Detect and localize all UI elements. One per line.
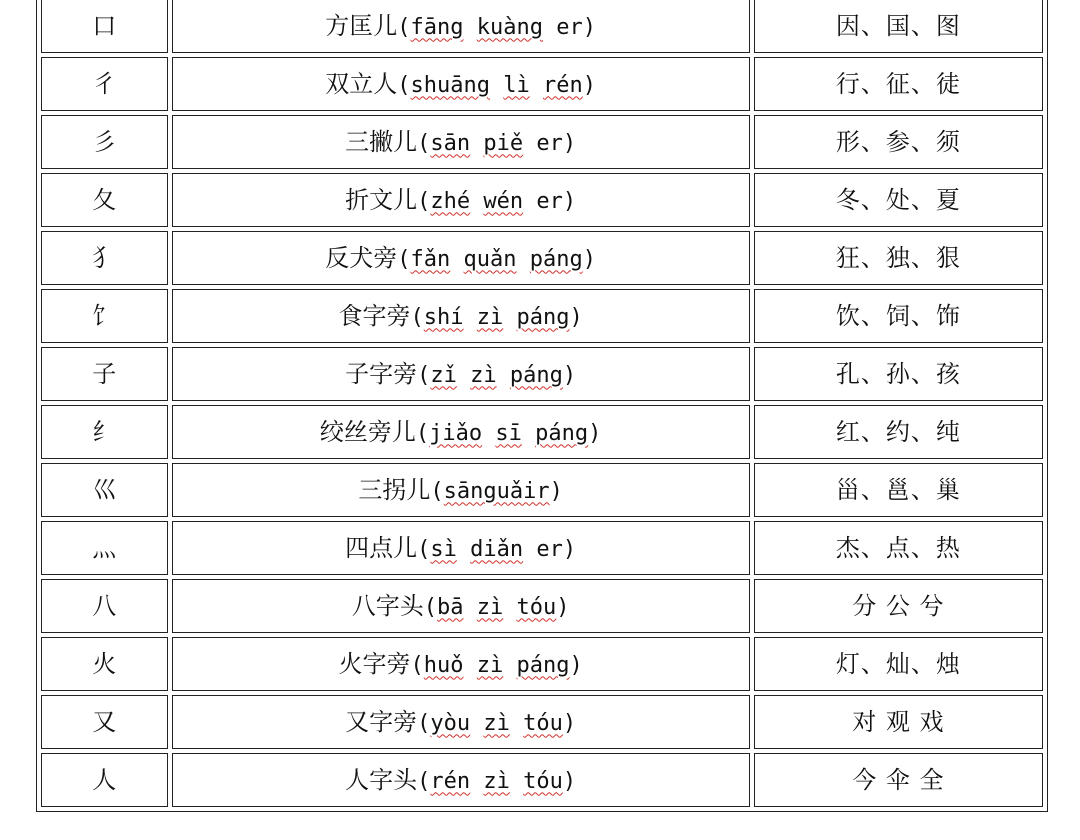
radical-name-cell [172, 231, 750, 285]
radical-pinyin: (fǎn quǎn páng) [397, 246, 597, 272]
radical-name-cell [172, 463, 750, 517]
example-characters-cell: 狂、独、狠 [754, 231, 1043, 285]
radical-pinyin: (shuāng lì rén) [397, 72, 597, 98]
pinyin-syllable: jiǎo [429, 420, 483, 446]
pinyin-syllable: zhé [430, 188, 471, 214]
table-row [41, 347, 1043, 401]
radical-pinyin: (fāng kuàng er) [397, 14, 597, 40]
table-row [41, 579, 1043, 633]
example-characters-cell: 今 伞 全 [754, 753, 1043, 807]
radical-name: 又字旁 [345, 707, 418, 736]
radical-name-cell [172, 579, 750, 633]
radical-pinyin: (huǒ zì páng) [410, 652, 583, 678]
example-characters-cell: 形、参、须 [754, 115, 1043, 169]
radical-name-cell [172, 0, 750, 53]
pinyin-syllable: zì [476, 304, 504, 330]
radical-name: 食字旁 [338, 301, 411, 330]
example-characters-cell: 红、约、纯 [754, 405, 1043, 459]
radical-name: 反犬旁 [325, 243, 398, 272]
radical-cell: 夂 [41, 173, 168, 227]
pinyin-syllable: páng [529, 246, 583, 272]
radical-name-cell [172, 173, 750, 227]
pinyin-syllable: diǎn [470, 536, 524, 562]
pinyin-syllable: fāng [410, 14, 464, 40]
pinyin-syllable: zì [476, 594, 504, 620]
table-row [41, 463, 1043, 517]
pinyin-syllable: sī [495, 420, 522, 446]
pinyin-syllable: lì [503, 72, 530, 98]
pinyin-syllable: páng [509, 362, 563, 388]
pinyin-syllable: wén [483, 188, 524, 214]
table-row [41, 289, 1043, 343]
example-characters-cell: 分 公 兮 [754, 579, 1043, 633]
radical-table-body [41, 0, 1043, 807]
table-row [41, 115, 1043, 169]
pinyin-syllable: yòu [430, 710, 471, 736]
radical-name: 双立人 [325, 69, 398, 98]
radical-cell: 人 [41, 753, 168, 807]
table-row [41, 637, 1043, 691]
radical-name-cell [172, 695, 750, 749]
example-characters-cell: 杰、点、热 [754, 521, 1043, 575]
pinyin-syllable: tóu [523, 768, 563, 794]
table-row [41, 57, 1043, 111]
radical-name: 三撇儿 [345, 127, 418, 156]
pinyin-syllable: páng [516, 652, 570, 678]
example-characters-cell: 对 观 戏 [754, 695, 1043, 749]
pinyin-syllable: tóu [523, 710, 563, 736]
radical-pinyin: (jiǎo sī páng) [415, 420, 602, 446]
radical-cell: 巛 [41, 463, 168, 517]
pinyin-syllable: rén [543, 72, 583, 98]
example-characters-cell: 冬、处、夏 [754, 173, 1043, 227]
pinyin-syllable: er [536, 188, 563, 214]
pinyin-syllable: sān [430, 130, 471, 156]
radical-name: 四点儿 [345, 533, 418, 562]
pinyin-syllable: quǎn [463, 246, 517, 272]
pinyin-syllable: shuāng [410, 72, 491, 98]
radical-name-cell [172, 753, 750, 807]
radical-pinyin: (sānguǎir) [430, 478, 563, 504]
pinyin-syllable: zì [483, 768, 510, 794]
pinyin-syllable: rén [430, 768, 471, 794]
radical-pinyin: (zhé wén er) [417, 188, 577, 214]
table-row [41, 173, 1043, 227]
radical-name: 三拐儿 [358, 475, 431, 504]
radical-name: 折文儿 [345, 185, 418, 214]
pinyin-syllable: er [556, 14, 583, 40]
pinyin-syllable: zì [483, 710, 510, 736]
radical-name-cell [172, 57, 750, 111]
pinyin-syllable: zǐ [430, 362, 457, 388]
pinyin-syllable: páng [516, 304, 570, 330]
radical-cell: 彳 [41, 57, 168, 111]
radical-name-cell [172, 115, 750, 169]
radical-cell: 纟 [41, 405, 168, 459]
table-row [41, 405, 1043, 459]
table-row [41, 521, 1043, 575]
radical-name: 八字头 [351, 591, 424, 620]
radical-table-container [36, 0, 1048, 812]
example-characters-cell: 饮、饲、饰 [754, 289, 1043, 343]
radical-name-cell [172, 405, 750, 459]
radical-name-cell [172, 637, 750, 691]
radical-cell: 饣 [41, 289, 168, 343]
radical-pinyin: (bā zì tóu) [423, 594, 570, 620]
pinyin-syllable: er [536, 130, 563, 156]
radical-name: 绞丝旁儿 [319, 417, 416, 446]
radical-pinyin: (rén zì tóu) [417, 768, 577, 794]
example-characters-cell: 灯、灿、烛 [754, 637, 1043, 691]
table-row [41, 695, 1043, 749]
radical-pinyin: (shí zì páng) [410, 304, 583, 330]
pinyin-syllable: zì [476, 652, 504, 678]
radical-cell: 子 [41, 347, 168, 401]
radical-cell: 八 [41, 579, 168, 633]
pinyin-syllable: piě [483, 130, 524, 156]
example-characters-cell: 甾、邕、巢 [754, 463, 1043, 517]
pinyin-syllable: sānguǎir [443, 478, 550, 504]
pinyin-syllable: shí [423, 304, 464, 330]
example-characters-cell: 孔、孙、孩 [754, 347, 1043, 401]
example-characters-cell: 行、征、徒 [754, 57, 1043, 111]
pinyin-syllable: bā [437, 594, 464, 620]
radical-name: 火字旁 [338, 649, 411, 678]
radical-pinyin: (yòu zì tóu) [417, 710, 577, 736]
pinyin-syllable: kuàng [476, 14, 544, 40]
pinyin-syllable: tóu [516, 594, 557, 620]
pinyin-syllable: zì [470, 362, 497, 388]
radical-pinyin: (zǐ zì páng) [417, 362, 577, 388]
radical-cell: 彡 [41, 115, 168, 169]
table-row [41, 231, 1043, 285]
radical-name-cell [172, 521, 750, 575]
radical-cell: 又 [41, 695, 168, 749]
radical-pinyin: (sì diǎn er) [417, 536, 577, 562]
pinyin-syllable: huǒ [423, 652, 464, 678]
radical-table [36, 0, 1048, 812]
table-row [41, 753, 1043, 807]
radical-cell: 口 [41, 0, 168, 53]
pinyin-syllable: páng [535, 420, 589, 446]
radical-cell: 灬 [41, 521, 168, 575]
radical-name: 方匡儿 [325, 11, 398, 40]
radical-cell: 火 [41, 637, 168, 691]
example-characters-cell: 因、国、图 [754, 0, 1043, 53]
radical-name: 子字旁 [345, 359, 418, 388]
table-row [41, 0, 1043, 53]
radical-name-cell [172, 347, 750, 401]
radical-name: 人字头 [345, 765, 418, 794]
pinyin-syllable: er [536, 536, 563, 562]
pinyin-syllable: fǎn [410, 246, 451, 272]
pinyin-syllable: sì [430, 536, 457, 562]
radical-cell: 犭 [41, 231, 168, 285]
radical-pinyin: (sān piě er) [417, 130, 577, 156]
radical-name-cell [172, 289, 750, 343]
